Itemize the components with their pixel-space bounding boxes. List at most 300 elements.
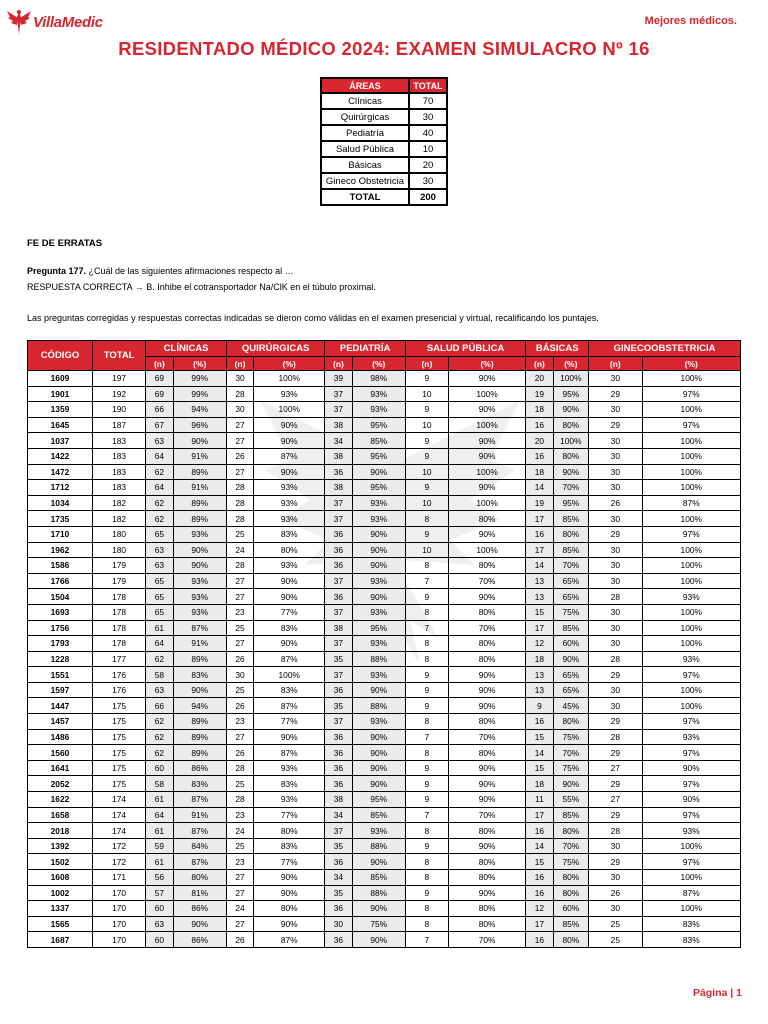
table-cell: 90% — [352, 682, 405, 698]
group-ginecoobstetricia: GINECOOBSTETRICIA — [589, 341, 741, 357]
group-clinicas: CLÍNICAS — [146, 341, 227, 357]
table-cell: 90% — [448, 667, 525, 683]
table-cell: 83% — [254, 776, 325, 792]
table-cell: 25 — [589, 916, 642, 932]
cell-codigo: 1228 — [28, 651, 93, 667]
table-cell: 23 — [226, 807, 253, 823]
cell-codigo: 1002 — [28, 885, 93, 901]
total-value: 200 — [409, 189, 447, 205]
table-cell: 100% — [642, 573, 740, 589]
table-cell: 90% — [254, 433, 325, 449]
table-cell: 18 — [526, 651, 553, 667]
table-cell: 90% — [254, 870, 325, 886]
table-row — [28, 667, 741, 683]
table-cell: 95% — [352, 792, 405, 808]
table-cell: 90% — [448, 885, 525, 901]
table-cell: 90% — [448, 838, 525, 854]
table-cell: 14 — [526, 558, 553, 574]
table-cell: 93% — [642, 729, 740, 745]
cell-total: 183 — [92, 433, 145, 449]
table-cell: 30 — [589, 448, 642, 464]
table-cell: 93% — [352, 495, 405, 511]
table-cell: 30 — [226, 667, 253, 683]
table-cell: 64 — [146, 480, 173, 496]
table-cell: 93% — [352, 402, 405, 418]
table-cell: 83% — [254, 838, 325, 854]
table-cell: 100% — [642, 901, 740, 917]
table-cell: 100% — [448, 495, 525, 511]
table-cell: 89% — [173, 651, 226, 667]
table-cell: 59 — [146, 838, 173, 854]
table-cell: 90% — [553, 776, 589, 792]
table-cell: 63 — [146, 682, 173, 698]
table-row — [28, 729, 741, 745]
table-row — [28, 480, 741, 496]
table-cell: 8 — [405, 651, 448, 667]
table-cell: 29 — [589, 714, 642, 730]
table-cell: 27 — [226, 636, 253, 652]
cell-total: 175 — [92, 714, 145, 730]
table-cell: 100% — [254, 402, 325, 418]
table-cell: 91% — [173, 636, 226, 652]
table-cell: 64 — [146, 807, 173, 823]
cell-total: 197 — [92, 371, 145, 387]
area-name: Básicas — [321, 157, 409, 173]
table-cell: 91% — [173, 448, 226, 464]
table-cell: 80% — [254, 901, 325, 917]
table-cell: 80% — [448, 745, 525, 761]
table-cell: 9 — [405, 448, 448, 464]
table-cell: 100% — [553, 371, 589, 387]
table-cell: 80% — [448, 604, 525, 620]
cell-total: 179 — [92, 573, 145, 589]
table-cell: 27 — [589, 792, 642, 808]
table-cell: 84% — [173, 838, 226, 854]
table-cell: 8 — [405, 901, 448, 917]
table-cell: 27 — [226, 433, 253, 449]
table-cell: 37 — [325, 402, 352, 418]
area-total: 70 — [409, 93, 447, 109]
table-cell: 27 — [226, 589, 253, 605]
table-cell: 9 — [405, 698, 448, 714]
table-cell: 64 — [146, 636, 173, 652]
table-cell: 80% — [448, 636, 525, 652]
table-cell: 35 — [325, 651, 352, 667]
table-row — [28, 526, 741, 542]
table-cell: 90% — [352, 464, 405, 480]
table-cell: 100% — [553, 433, 589, 449]
cell-codigo: 1962 — [28, 542, 93, 558]
cell-codigo: 1710 — [28, 526, 93, 542]
table-cell: 97% — [642, 745, 740, 761]
table-cell: 87% — [254, 745, 325, 761]
table-cell: 9 — [405, 667, 448, 683]
table-row — [28, 636, 741, 652]
table-cell: 15 — [526, 760, 553, 776]
group-salud-publica: SALUD PÚBLICA — [405, 341, 525, 357]
cell-codigo: 1687 — [28, 932, 93, 948]
cell-codigo: 1693 — [28, 604, 93, 620]
area-total: 30 — [409, 173, 447, 189]
table-row — [28, 448, 741, 464]
table-row — [28, 792, 741, 808]
table-cell: 14 — [526, 745, 553, 761]
table-cell: 90% — [254, 417, 325, 433]
table-cell: 30 — [589, 620, 642, 636]
table-cell: 14 — [526, 838, 553, 854]
areas-row — [321, 141, 447, 157]
table-cell: 93% — [352, 667, 405, 683]
cell-codigo: 1622 — [28, 792, 93, 808]
table-cell: 77% — [254, 854, 325, 870]
table-cell: 62 — [146, 651, 173, 667]
table-cell: 100% — [254, 371, 325, 387]
table-cell: 61 — [146, 620, 173, 636]
areas-row — [321, 157, 447, 173]
table-cell: 90% — [352, 729, 405, 745]
table-cell: 58 — [146, 776, 173, 792]
table-cell: 60 — [146, 760, 173, 776]
table-cell: 30 — [226, 371, 253, 387]
phoenix-logo-icon — [6, 8, 32, 36]
table-cell: 93% — [173, 604, 226, 620]
table-cell: 100% — [448, 464, 525, 480]
areas-header-total: TOTAL — [409, 78, 447, 93]
table-cell: 62 — [146, 729, 173, 745]
cell-codigo: 2052 — [28, 776, 93, 792]
area-name: Clínicas — [321, 93, 409, 109]
table-cell: 90% — [254, 916, 325, 932]
question-label: Pregunta 177. — [27, 266, 87, 276]
table-cell: 100% — [642, 682, 740, 698]
cell-total: 174 — [92, 823, 145, 839]
table-cell: 25 — [226, 526, 253, 542]
table-cell: 95% — [352, 417, 405, 433]
table-cell: 9 — [405, 480, 448, 496]
cell-total: 170 — [92, 916, 145, 932]
table-cell: 85% — [553, 511, 589, 527]
cell-codigo: 1645 — [28, 417, 93, 433]
cell-total: 177 — [92, 651, 145, 667]
table-cell: 87% — [173, 620, 226, 636]
table-cell: 94% — [173, 698, 226, 714]
table-row — [28, 620, 741, 636]
table-cell: 77% — [254, 714, 325, 730]
table-cell: 27 — [226, 870, 253, 886]
area-total: 30 — [409, 109, 447, 125]
table-cell: 69 — [146, 371, 173, 387]
table-cell: 23 — [226, 604, 253, 620]
table-cell: 65 — [146, 526, 173, 542]
table-cell: 13 — [526, 589, 553, 605]
col-total: TOTAL — [92, 341, 145, 371]
cell-total: 178 — [92, 589, 145, 605]
table-cell: 93% — [642, 651, 740, 667]
table-cell: 87% — [173, 792, 226, 808]
table-cell: 10 — [405, 417, 448, 433]
table-cell: 61 — [146, 854, 173, 870]
table-cell: 15 — [526, 854, 553, 870]
table-cell: 90% — [553, 402, 589, 418]
table-cell: 100% — [642, 542, 740, 558]
table-cell: 30 — [589, 870, 642, 886]
table-cell: 16 — [526, 885, 553, 901]
area-name: Salud Pública — [321, 141, 409, 157]
table-cell: 93% — [254, 792, 325, 808]
table-cell: 7 — [405, 932, 448, 948]
table-cell: 28 — [226, 792, 253, 808]
table-cell: 80% — [553, 870, 589, 886]
table-cell: 37 — [325, 823, 352, 839]
table-cell: 37 — [325, 714, 352, 730]
table-row — [28, 402, 741, 418]
table-cell: 17 — [526, 620, 553, 636]
area-name: Quirúrgicas — [321, 109, 409, 125]
table-cell: 38 — [325, 448, 352, 464]
table-cell: 70% — [553, 480, 589, 496]
table-cell: 7 — [405, 729, 448, 745]
table-cell: 83% — [254, 620, 325, 636]
table-cell: 93% — [254, 760, 325, 776]
table-cell: 83% — [642, 932, 740, 948]
table-row — [28, 604, 741, 620]
cell-codigo: 1359 — [28, 402, 93, 418]
cell-codigo: 1457 — [28, 714, 93, 730]
table-cell: 8 — [405, 870, 448, 886]
table-cell: 88% — [352, 698, 405, 714]
table-cell: 90% — [448, 792, 525, 808]
table-cell: 29 — [589, 776, 642, 792]
table-cell: 93% — [352, 511, 405, 527]
table-cell: 90% — [173, 916, 226, 932]
subheader-n: (n) — [526, 357, 553, 371]
table-cell: 56 — [146, 870, 173, 886]
table-cell: 86% — [173, 760, 226, 776]
table-cell: 26 — [226, 698, 253, 714]
table-cell: 80% — [448, 558, 525, 574]
table-cell: 90% — [254, 636, 325, 652]
table-cell: 7 — [405, 807, 448, 823]
table-row — [28, 870, 741, 886]
subheader-n: (n) — [226, 357, 253, 371]
table-cell: 28 — [226, 760, 253, 776]
table-cell: 100% — [448, 386, 525, 402]
group-pediatria: PEDIATRÍA — [325, 341, 406, 357]
table-cell: 9 — [405, 838, 448, 854]
table-cell: 93% — [352, 636, 405, 652]
area-name: Gineco Obstetricia — [321, 173, 409, 189]
table-cell: 100% — [642, 464, 740, 480]
table-row — [28, 776, 741, 792]
table-cell: 95% — [553, 495, 589, 511]
table-cell: 80% — [553, 448, 589, 464]
table-cell: 80% — [254, 823, 325, 839]
cell-codigo: 1486 — [28, 729, 93, 745]
subheader-pct: (%) — [254, 357, 325, 371]
table-cell: 93% — [642, 589, 740, 605]
table-cell: 55% — [553, 792, 589, 808]
areas-header-area: ÁREAS — [321, 78, 409, 93]
table-cell: 75% — [553, 604, 589, 620]
table-cell: 81% — [173, 885, 226, 901]
area-total: 10 — [409, 141, 447, 157]
table-cell: 29 — [589, 667, 642, 683]
table-cell: 70% — [448, 932, 525, 948]
table-cell: 83% — [642, 916, 740, 932]
table-cell: 29 — [589, 854, 642, 870]
table-cell: 27 — [589, 760, 642, 776]
table-cell: 86% — [173, 901, 226, 917]
table-cell: 16 — [526, 526, 553, 542]
table-row — [28, 511, 741, 527]
table-cell: 93% — [254, 480, 325, 496]
table-cell: 62 — [146, 495, 173, 511]
table-cell: 60% — [553, 636, 589, 652]
table-cell: 30 — [589, 402, 642, 418]
table-cell: 36 — [325, 589, 352, 605]
cell-total: 179 — [92, 558, 145, 574]
table-cell: 80% — [553, 823, 589, 839]
table-cell: 85% — [553, 620, 589, 636]
table-cell: 18 — [526, 464, 553, 480]
table-cell: 90% — [254, 589, 325, 605]
table-row — [28, 558, 741, 574]
table-cell: 100% — [642, 558, 740, 574]
table-cell: 95% — [352, 620, 405, 636]
table-cell: 27 — [226, 885, 253, 901]
table-cell: 9 — [405, 792, 448, 808]
table-cell: 28 — [226, 558, 253, 574]
cell-total: 180 — [92, 542, 145, 558]
table-cell: 35 — [325, 698, 352, 714]
cell-total: 172 — [92, 838, 145, 854]
table-cell: 38 — [325, 792, 352, 808]
cell-codigo: 1766 — [28, 573, 93, 589]
brand-name: VillaMedic — [33, 13, 103, 31]
table-cell: 85% — [352, 433, 405, 449]
table-cell: 67 — [146, 417, 173, 433]
table-cell: 89% — [173, 495, 226, 511]
table-cell: 89% — [173, 745, 226, 761]
table-cell: 70% — [553, 838, 589, 854]
table-cell: 80% — [173, 870, 226, 886]
table-cell: 30 — [226, 402, 253, 418]
subheader-n: (n) — [325, 357, 352, 371]
table-cell: 100% — [642, 620, 740, 636]
table-cell: 87% — [173, 854, 226, 870]
table-cell: 90% — [448, 698, 525, 714]
table-cell: 70% — [448, 573, 525, 589]
table-cell: 12 — [526, 636, 553, 652]
table-cell: 88% — [352, 838, 405, 854]
table-cell: 97% — [642, 714, 740, 730]
table-row — [28, 417, 741, 433]
table-cell: 70% — [553, 558, 589, 574]
table-cell: 9 — [405, 885, 448, 901]
table-cell: 28 — [589, 651, 642, 667]
table-cell: 8 — [405, 854, 448, 870]
table-cell: 63 — [146, 433, 173, 449]
table-cell: 36 — [325, 542, 352, 558]
cell-codigo: 1597 — [28, 682, 93, 698]
table-cell: 97% — [642, 386, 740, 402]
table-row — [28, 916, 741, 932]
table-cell: 19 — [526, 495, 553, 511]
cell-codigo: 1641 — [28, 760, 93, 776]
cell-total: 170 — [92, 885, 145, 901]
table-cell: 10 — [405, 386, 448, 402]
table-cell: 94% — [173, 402, 226, 418]
table-row — [28, 542, 741, 558]
col-codigo: CÓDIGO — [28, 341, 93, 371]
table-cell: 93% — [642, 823, 740, 839]
table-cell: 97% — [642, 776, 740, 792]
table-cell: 62 — [146, 511, 173, 527]
table-cell: 90% — [448, 480, 525, 496]
errata-heading: FE DE ERRATAS — [27, 238, 103, 249]
table-cell: 14 — [526, 480, 553, 496]
table-cell: 85% — [553, 807, 589, 823]
table-row — [28, 371, 741, 387]
cell-codigo: 1756 — [28, 620, 93, 636]
cell-codigo: 1586 — [28, 558, 93, 574]
table-cell: 37 — [325, 511, 352, 527]
table-cell: 17 — [526, 916, 553, 932]
table-cell: 100% — [254, 667, 325, 683]
areas-body — [321, 93, 447, 205]
table-cell: 15 — [526, 729, 553, 745]
table-cell: 28 — [589, 589, 642, 605]
table-cell: 83% — [254, 682, 325, 698]
subheader-pct: (%) — [553, 357, 589, 371]
group-quirurgicas: QUIRÚRGICAS — [226, 341, 324, 357]
cell-codigo: 1658 — [28, 807, 93, 823]
table-cell: 97% — [642, 807, 740, 823]
cell-codigo: 1504 — [28, 589, 93, 605]
table-cell: 65% — [553, 589, 589, 605]
table-cell: 23 — [226, 854, 253, 870]
table-cell: 90% — [352, 542, 405, 558]
errata-note: Las preguntas corregidas y respuestas correctas indicadas se dieron como válidas en el examen presencial y virtual, recalificando los puntajes. — [27, 313, 599, 323]
table-cell: 8 — [405, 916, 448, 932]
table-cell: 36 — [325, 901, 352, 917]
table-cell: 66 — [146, 698, 173, 714]
table-cell: 29 — [589, 526, 642, 542]
areas-row — [321, 173, 447, 189]
table-cell: 30 — [589, 480, 642, 496]
table-cell: 16 — [526, 448, 553, 464]
table-cell: 25 — [589, 932, 642, 948]
table-cell: 93% — [352, 714, 405, 730]
table-cell: 80% — [553, 885, 589, 901]
table-cell: 77% — [254, 807, 325, 823]
table-cell: 37 — [325, 604, 352, 620]
table-cell: 63 — [146, 558, 173, 574]
table-cell: 63 — [146, 542, 173, 558]
table-cell: 100% — [642, 433, 740, 449]
table-cell: 90% — [173, 558, 226, 574]
cell-codigo: 1037 — [28, 433, 93, 449]
table-cell: 83% — [173, 776, 226, 792]
table-cell: 29 — [589, 807, 642, 823]
table-cell: 90% — [448, 760, 525, 776]
table-cell: 38 — [325, 480, 352, 496]
table-cell: 29 — [589, 417, 642, 433]
table-cell: 80% — [553, 417, 589, 433]
table-cell: 90% — [352, 558, 405, 574]
table-cell: 37 — [325, 573, 352, 589]
table-cell: 10 — [405, 464, 448, 480]
